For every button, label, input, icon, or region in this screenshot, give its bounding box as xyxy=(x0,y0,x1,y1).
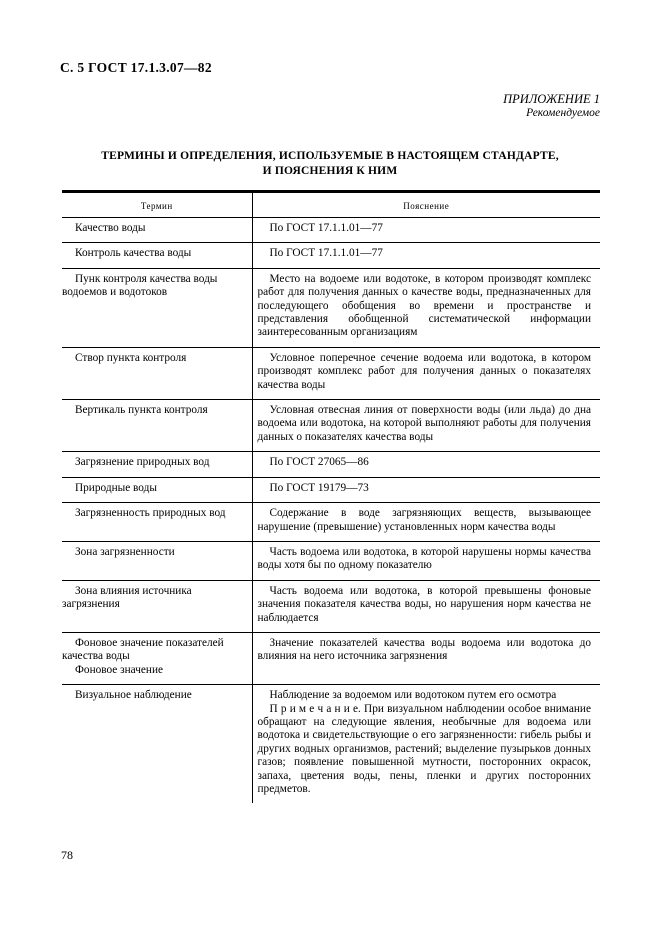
explanation-text: Часть водоема или водотока, в которой нарушены нормы качества воды хотя бы по одному показателю xyxy=(257,545,591,572)
term-alt-text: Фоновое значение xyxy=(75,663,164,676)
page-title xyxy=(60,149,600,178)
term-text: Створ пункта контроля xyxy=(75,351,187,364)
explanation-text: Часть водоема или водотока, в которой превышены фоновые значения показателя качества воды, но нарушения норм качества не наблюдается xyxy=(257,584,591,624)
table-row xyxy=(62,452,600,477)
table-row xyxy=(62,503,600,542)
explanation-text: Место на водоеме или водотоке, в котором производят комплекс работ для получения данных о качестве воды, предназначенных для последующего обобщения во времени и пространстве и представления обобщенной систематической информации заинтересованным организациям xyxy=(257,272,591,339)
table-row xyxy=(62,541,600,580)
explanation-cell xyxy=(252,452,600,477)
explanation-cell xyxy=(252,477,600,502)
term-text: Контроль качества воды xyxy=(75,247,192,260)
term-cell xyxy=(62,477,252,502)
term-cell xyxy=(62,541,252,580)
explanation-cell xyxy=(252,685,600,804)
term-cell xyxy=(62,503,252,542)
page-number: 78 xyxy=(61,848,73,862)
term-text: Визуальное наблюдение xyxy=(75,689,192,702)
terms-table xyxy=(62,190,600,803)
table-row xyxy=(62,347,600,399)
explanation-text: Значение показателей качества воды водоема или водотока до влияния на него источника загрязнения xyxy=(257,636,591,663)
column-header-explanation: Пояснение xyxy=(252,192,600,218)
term-cell xyxy=(62,400,252,452)
table-row xyxy=(62,400,600,452)
annex-label: ПРИЛОЖЕНИЕ 1 xyxy=(503,92,600,106)
explanation-cell xyxy=(252,268,600,347)
explanation-text: Содержание в воде загрязняющих веществ, вызывающее нарушение (превышение) установленных норм качества воды xyxy=(257,507,591,533)
page-title-line1: ТЕРМИНЫ И ОПРЕДЕЛЕНИЯ, ИСПОЛЬЗУЕМЫЕ В НАСТОЯЩЕМ СТАНДАРТЕ, xyxy=(101,150,559,162)
explanation-text: Условное поперечное сечение водоема или водотока, в котором производят комплекс работ для получения данных о показателях качества воды xyxy=(257,351,591,391)
explanation-cell xyxy=(252,503,600,542)
explanation-text: По ГОСТ 27065—86 xyxy=(269,456,369,469)
term-text: Природные воды xyxy=(75,481,157,494)
term-cell xyxy=(62,243,252,268)
term-text: Зона загрязненности xyxy=(75,545,175,558)
term-cell xyxy=(62,268,252,347)
term-cell xyxy=(62,580,252,632)
term-text: Фоновое значение показателей качества воды xyxy=(62,636,224,663)
term-cell xyxy=(62,218,252,243)
column-header-term: Термин xyxy=(62,192,252,218)
document-reference: С. 5 ГОСТ 17.1.3.07—82 xyxy=(60,60,212,75)
table-row xyxy=(62,243,600,268)
term-text: Качество воды xyxy=(75,222,146,234)
explanation-cell xyxy=(252,400,600,452)
explanation-cell xyxy=(252,218,600,243)
explanation-text: По ГОСТ 17.1.1.01—77 xyxy=(269,247,383,260)
terms-table-body xyxy=(62,218,600,804)
table-row xyxy=(62,268,600,347)
annex-kind: Рекомендуемое xyxy=(526,107,600,119)
explanation-cell xyxy=(252,541,600,580)
term-cell xyxy=(62,452,252,477)
table-row xyxy=(62,218,600,243)
term-text: Вертикаль пункта контроля xyxy=(75,404,208,417)
table-row xyxy=(62,580,600,632)
term-text: Пунк контроля качества воды водоемов и водотоков xyxy=(62,272,218,299)
explanation-cell xyxy=(252,632,600,684)
table-row xyxy=(62,477,600,502)
table-row xyxy=(62,632,600,684)
explanation-cell xyxy=(252,243,600,268)
table-row xyxy=(62,685,600,804)
explanation-cell xyxy=(252,580,600,632)
term-text: Загрязнение природных вод xyxy=(75,456,210,469)
term-text: Загрязненность природных вод xyxy=(75,507,226,520)
table-header-row xyxy=(62,192,600,218)
explanation-cell xyxy=(252,347,600,399)
explanation-text: По ГОСТ 19179—73 xyxy=(269,481,369,494)
annex-block xyxy=(503,92,600,120)
term-cell xyxy=(62,632,252,684)
explanation-text: Наблюдение за водоемом или водотоком путем его осмотра xyxy=(269,689,557,702)
page-title-line2: И ПОЯСНЕНИЯ К НИМ xyxy=(262,164,398,177)
term-text: Зона влияния источника загрязнения xyxy=(62,584,192,611)
term-cell xyxy=(62,685,252,804)
explanation-text: По ГОСТ 17.1.1.01—77 xyxy=(269,222,383,234)
explanation-text: Условная отвесная линия от поверхности воды (или льда) до дна водоема или водотока, на которой выполняют работы для получения данных о показателях качества воды xyxy=(257,404,591,443)
term-cell xyxy=(62,347,252,399)
note-text: П р и м е ч а н и е. При визуальном наблюдении особое внимание обращают на следующие явления, необычные для водоема или водотока и свидетельствующие о его загрязненности: гибель рыбы и других водных организмов, растений; выделение пузырьков донных газов; появление повышенной мутности, посторонних окрасок, запаха, цветения воды, пены, пленки и других посторонних предметов. xyxy=(257,702,591,795)
